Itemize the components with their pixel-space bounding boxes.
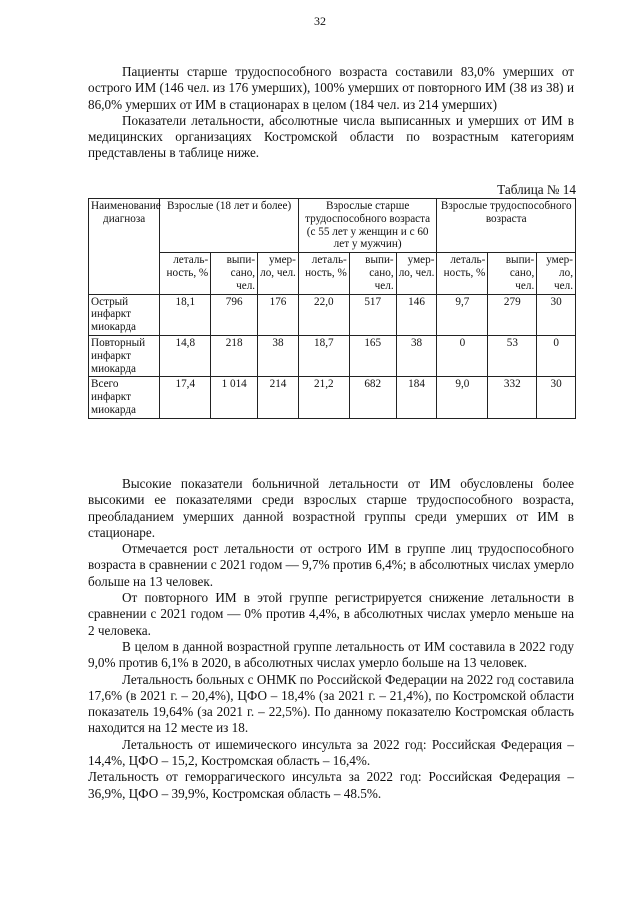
value-cell: 53 [488,335,537,376]
table-row [89,294,576,335]
intro-text [88,64,574,162]
body-paragraph: Летальность от ишемического инсульта за 2022 год: Российская Федерация – 14,4%, ЦФО – 15,2, Костромская область – 16,4%. [88,736,574,769]
value-cell: 332 [488,377,537,418]
table-row [89,377,576,418]
diagnosis-column-header: Наименование диагноза [89,199,160,295]
subheader-died: умер-ло, чел. [537,253,576,294]
value-cell: 22,0 [298,294,349,335]
subheader-discharged: выпи-сано, чел. [488,253,537,294]
diagnosis-cell: Повторный инфаркт миокарда [89,335,160,376]
value-cell: 0 [437,335,488,376]
value-cell: 9,0 [437,377,488,418]
value-cell: 38 [258,335,299,376]
value-cell: 682 [349,377,396,418]
value-cell: 214 [258,377,299,418]
value-cell: 9,7 [437,294,488,335]
body-paragraph: В целом в данной возрастной группе летальность от ИМ составила в 2022 году 9,0% против 6,1% в 2020, в абсолютных числах умерло больше на 13 человек. [88,638,574,671]
subheader-died: умер-ло, чел. [396,253,437,294]
subheader-mortality: леталь-ность, % [437,253,488,294]
table-subheader-row [89,253,576,294]
value-cell: 38 [396,335,437,376]
subheader-died: умер-ло, чел. [258,253,299,294]
table-caption: Таблица № 14 [497,182,576,197]
value-cell: 0 [537,335,576,376]
table-header-row [89,199,576,253]
group-header: Взрослые (18 лет и более) [160,199,299,253]
group-header: Взрослые старше трудоспособного возраста (с 55 лет у женщин и с 60 лет у мужчин) [298,199,437,253]
value-cell: 176 [258,294,299,335]
value-cell: 218 [211,335,258,376]
value-cell: 146 [396,294,437,335]
diagnosis-cell: Острый инфаркт миокарда [89,294,160,335]
value-cell: 17,4 [160,377,211,418]
value-cell: 18,7 [298,335,349,376]
page-number: 32 [314,14,326,28]
subheader-discharged: выпи-сано, чел. [211,253,258,294]
value-cell: 30 [537,377,576,418]
intro-paragraph: Пациенты старше трудоспособного возраста составили 83,0% умерших от острого ИМ (146 чел. из 176 умерших), 100% умерших от повторного ИМ (38 из 38) и 86,0% умерших от ИМ в стационарах в целом (184 чел. из 214 умерших) [88,64,574,112]
value-cell: 14,8 [160,335,211,376]
value-cell: 18,1 [160,294,211,335]
subheader-mortality: леталь-ность, % [298,253,349,294]
body-paragraph: Летальность больных с ОНМК по Российской Федерации на 2022 год составила 17,6% (в 2021 г. – 20,4%), ЦФО – 18,4% (за 2021 г. – 21,4%), по Костромской области показатель 19,64% (за 2021 г. – 22,5%). По данному показателю Костромская область находится на 12 месте из 18. [88,671,574,736]
value-cell: 30 [537,294,576,335]
value-cell: 796 [211,294,258,335]
table-row [89,335,576,376]
value-cell: 1 014 [211,377,258,418]
mortality-table [88,198,576,419]
value-cell: 279 [488,294,537,335]
group-header: Взрослые трудоспособного возраста [437,199,576,253]
body-paragraph: Высокие показатели больничной летальности от ИМ обусловлены более высокими ее показателями среди взрослых старше трудоспособного возраста, преобладанием умерших данной возрастной группы среди умерших от ИМ в стационаре. [88,476,574,540]
value-cell: 21,2 [298,377,349,418]
subheader-mortality: леталь-ность, % [160,253,211,294]
subheader-discharged: выпи-сано, чел. [349,253,396,294]
value-cell: 184 [396,377,437,418]
value-cell: 165 [349,335,396,376]
diagnosis-cell: Всего инфаркт миокарда [89,377,160,418]
body-text [88,476,574,802]
value-cell: 517 [349,294,396,335]
intro-paragraph: Показатели летальности, абсолютные числа выписанных и умерших от ИМ в медицинских организациях Костромской области по возрастным категориям представлены в таблице ниже. [88,112,574,161]
body-paragraph: От повторного ИМ в этой группе регистрируется снижение летальности в сравнении с 2021 годом — 0% против 4,4%, в абсолютных числах умерло меньше на 2 человека. [88,590,574,638]
body-paragraph: Отмечается рост летальности от острого ИМ в группе лиц трудоспособного возраста в сравнении с 2021 годом — 9,7% против 6,4%; в абсолютных числах умерло больше на 13 человек. [88,541,574,589]
body-paragraph: Летальность от геморрагического инсульта за 2022 год: Российская Федерация – 36,9%, ЦФО – 39,9%, Костромская область – 48.5%. [88,769,574,801]
